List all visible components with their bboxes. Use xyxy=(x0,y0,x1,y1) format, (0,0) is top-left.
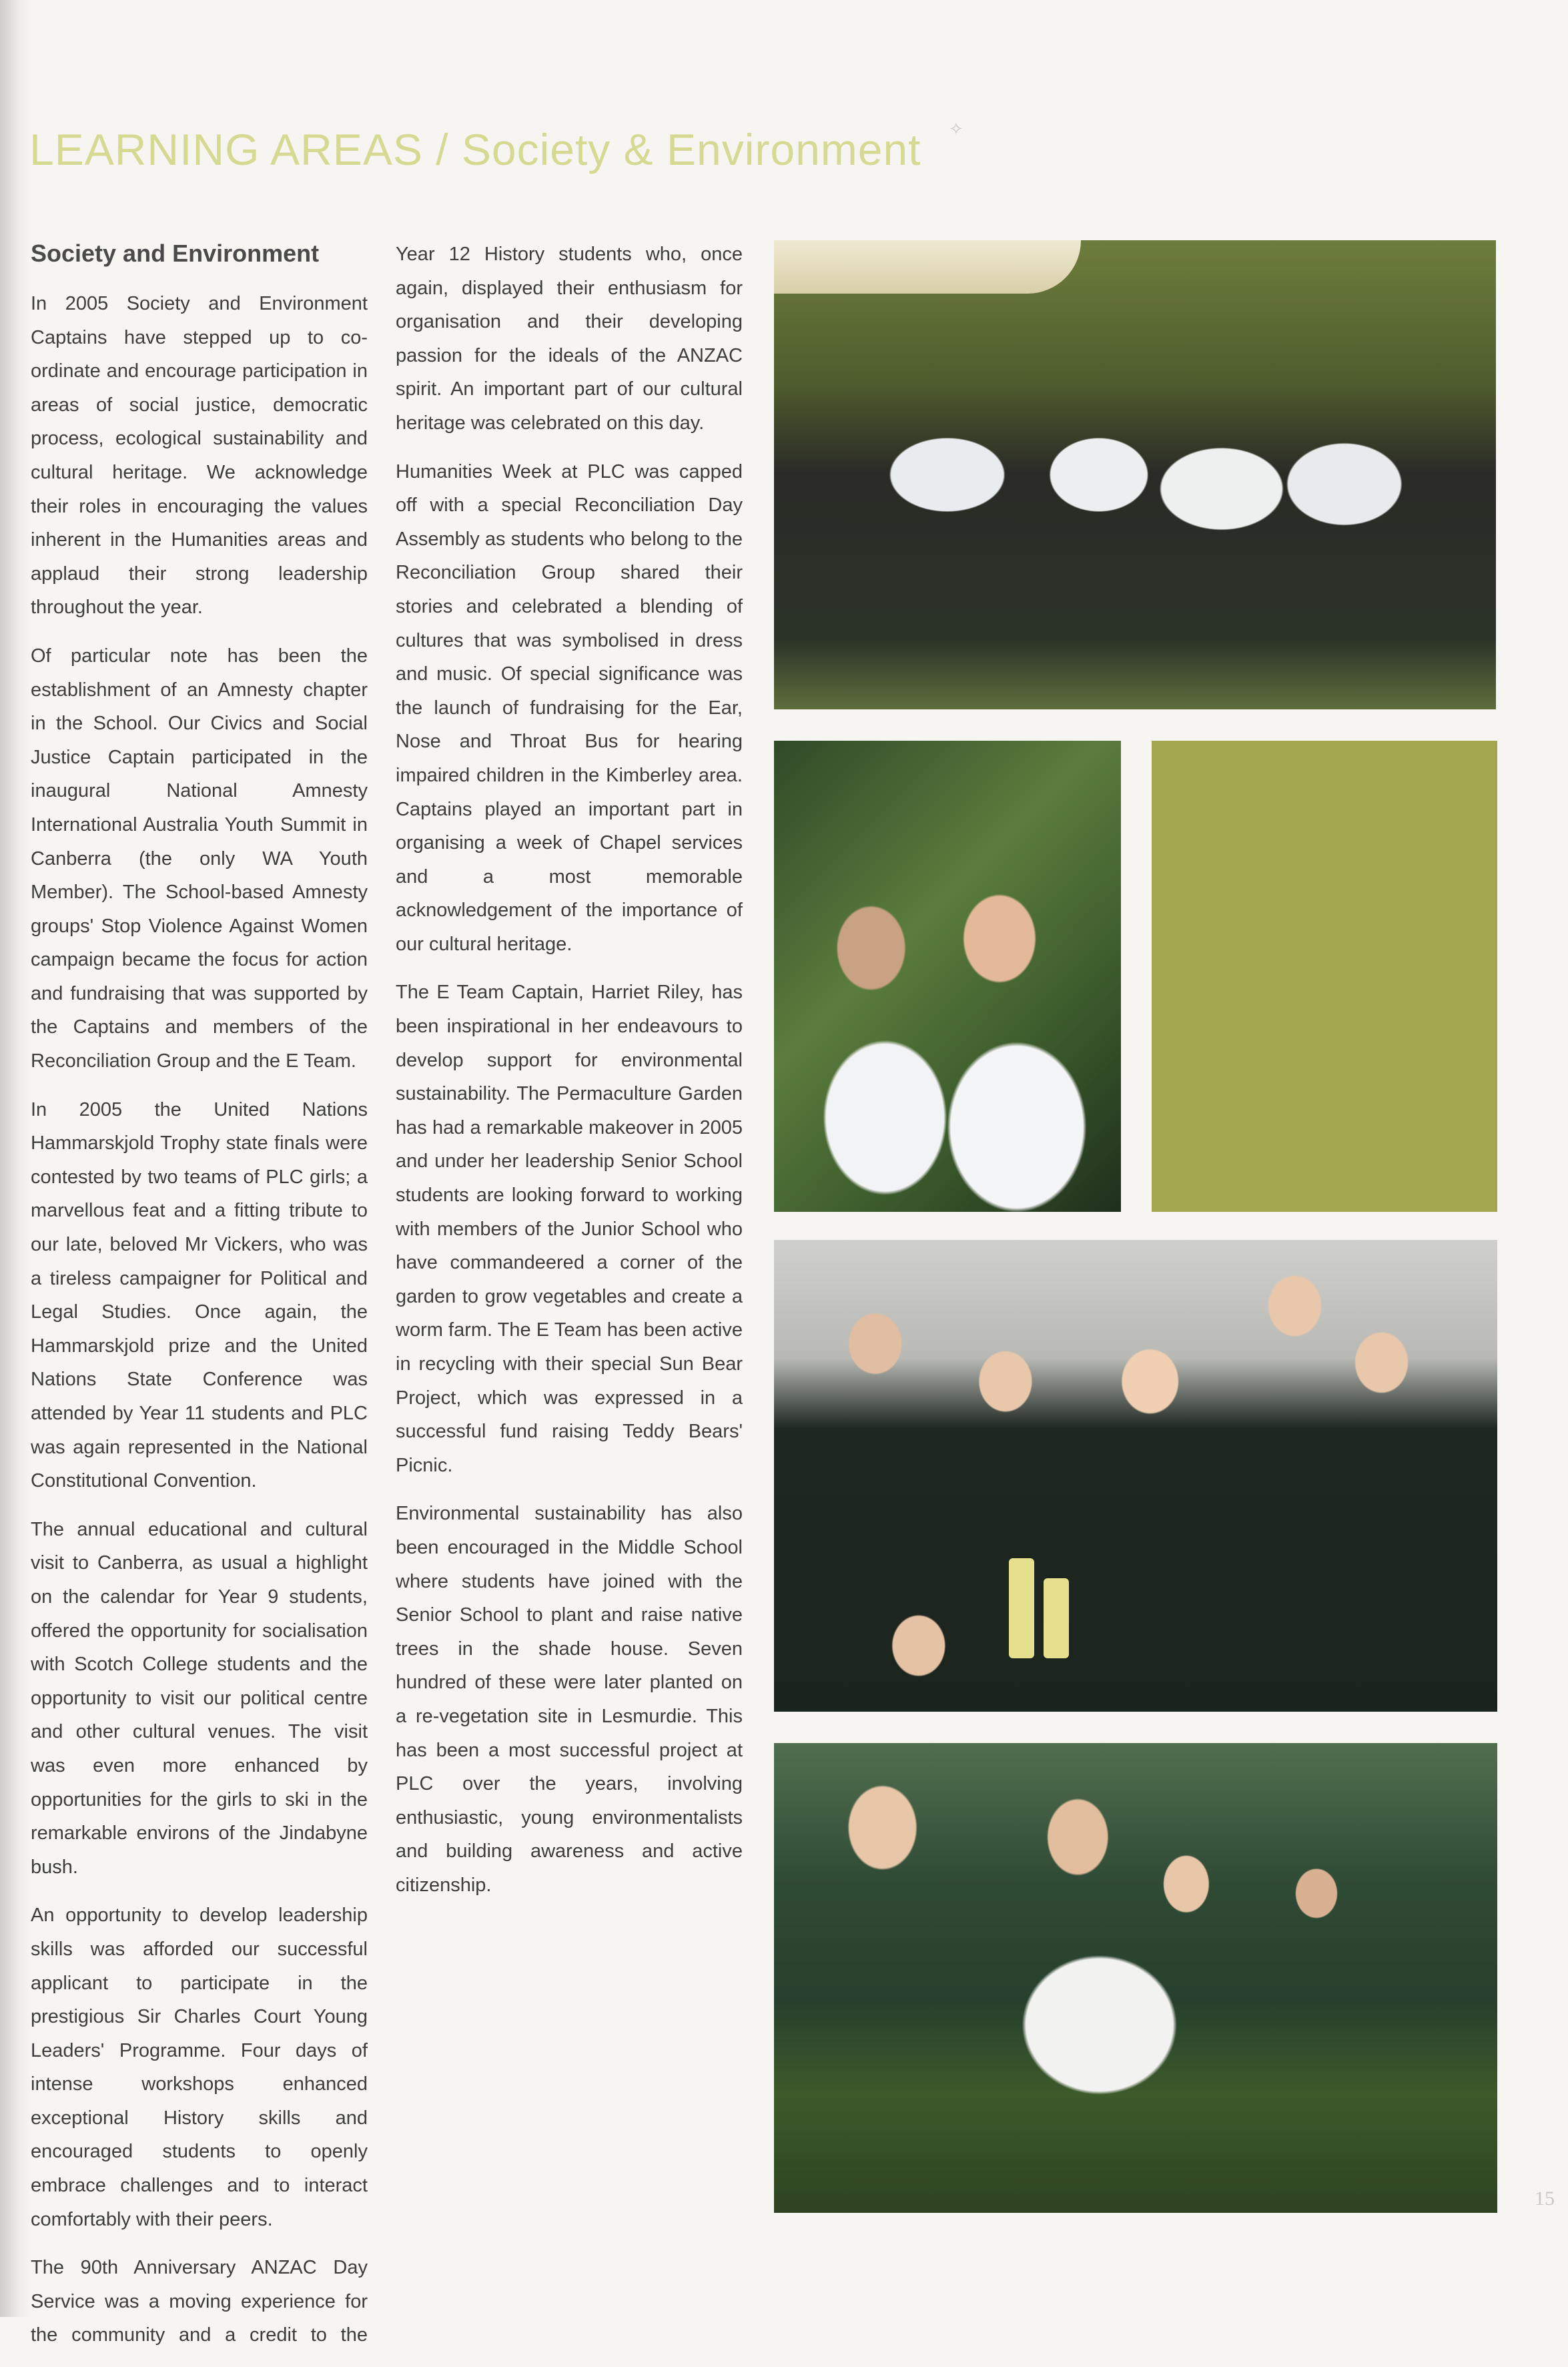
photo-amnesty-students xyxy=(774,1240,1497,1712)
paragraph: In 2005 Society and Environment Captains have stepped up to co-ordinate and encourage participation in areas of social justice, democratic process, ecological sustainability and cultural heritage. We acknowledge their roles in encouraging the values inherent in the Humanities areas and applaud their strong leadership throughout the year. xyxy=(31,293,368,619)
paragraph: Environmental sustainability has also been encouraged in the Middle School where students have joined with the Senior School to plant and raise native trees in the shade house. Seven hundred of these were later planted on a re-vegetation site in Lesmurdie. This has been a most successful project at PLC over the years, involving enthusiastic, young environmentalists and building awareness and active citizenship. xyxy=(396,1503,743,1896)
color-swatch-panel xyxy=(1152,741,1497,1212)
umbrella-shape xyxy=(774,240,1081,294)
corner-mark-icon: ✧ xyxy=(949,119,963,139)
candle-shape xyxy=(1044,1578,1069,1658)
paragraph: An opportunity to develop leadership skills was afforded our successful applicant to participate in the prestigious Sir Charles Court Young Leaders' Programme. Four days of intense workshops enhanced exceptional History skills and encouraged students to openly embrace challenges and to interact comfortably with their peers. xyxy=(31,1905,368,2230)
photo-students-garden xyxy=(774,741,1121,1212)
photo-reconciliation-group xyxy=(774,240,1496,709)
paragraph: The E Team Captain, Harriet Riley, has been inspirational in her endeavours to develop support for environmental sustainability. The Permaculture Garden has had a remarkable makeover in 2005 and under her leadership Senior School students are looking forward to working with members of the Junior School who have commandeered a corner of the garden to grow vegetables and create a worm farm. The E Team has been active in recycling with their special Sun Bear Project, which was expressed in a successful fund raising Teddy Bears' Picnic. xyxy=(396,982,743,1476)
photo-planting-seedlings xyxy=(774,1743,1497,2213)
running-head: LEARNING AREAS / Society & Environment xyxy=(29,125,921,174)
text-column-1 xyxy=(31,234,368,2367)
paragraph: Humanities Week at PLC was capped off with a special Reconciliation Day Assembly as students who belong to the Reconciliation Group shared their stories and celebrated a blending of cultures that was symbolised in dress and music. Of special significance was the launch of fundraising for the Ear, Nose and Throat Bus for hearing impaired children in the Kimberley area. Captains played an important part in organising a week of Chapel services and a most memorable acknowledgement of the importance of our cultural heritage. xyxy=(396,460,743,955)
paragraph: The annual educational and cultural visit to Canberra, as usual a highlight on the calendar for Year 9 students, offered the opportunity for socialisation with Scotch College students and the opportunity to visit our political centre and other cultural venues. The visit was even more enhanced by opportunities for the girls to ski in the remarkable environs of the Jindabyne bush. xyxy=(31,1518,368,1878)
paragraph: The 90th Anniversary ANZAC Day Service was a moving experience for the community and a credit to the xyxy=(31,2257,368,2346)
page-number: 15 xyxy=(1535,2187,1555,2210)
paragraph: Year 12 History students who, once again, displayed their enthusiasm for organisation and their developing passion for the ideals of the ANZAC spirit. An important part of our cultural heritage was celebrated on this day. xyxy=(396,244,743,434)
page-spine-shadow xyxy=(0,0,31,2317)
paragraph: Of particular note has been the establishment of an Amnesty chapter in the School. Our Civics and Social Justice Captain participated in the inaugural National Amnesty International Australia Youth Summit in Canberra (the only WA Youth Member). The School-based Amnesty groups' Stop Violence Against Women campaign became the focus for action and fundraising that was supported by the Captains and members of the Reconciliation Group and the E Team. xyxy=(31,645,368,1072)
section-heading: Society and Environment xyxy=(31,240,320,267)
candle-shape xyxy=(1009,1558,1034,1658)
text-column-2 xyxy=(396,238,743,1917)
paragraph: In 2005 the United Nations Hammarskjold Trophy state finals were contested by two teams of PLC girls; a marvellous feat and a fitting tribute to our late, beloved Mr Vickers, who was a tireless campaigner for Political and Legal Studies. Once again, the Hammarskjold prize and the United Nations State Conference was attended by Year 11 students and PLC was again represented in the National Constitutional Convention. xyxy=(31,1098,368,1492)
